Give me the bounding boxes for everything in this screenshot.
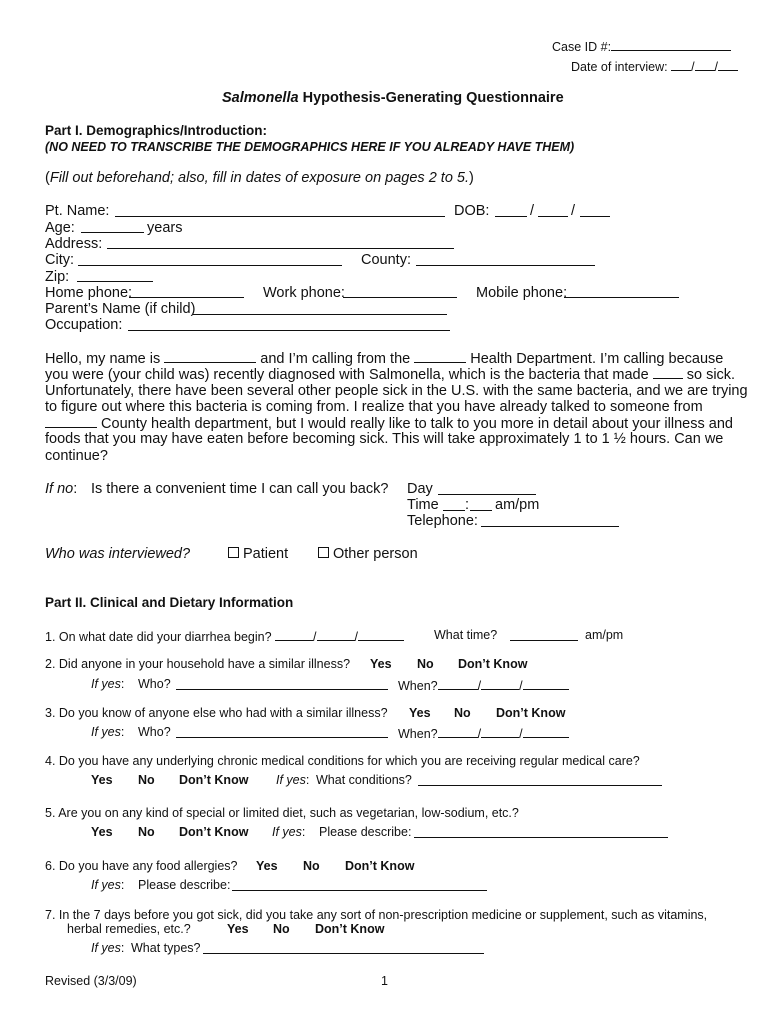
case-id-text: Case ID #:: [552, 40, 612, 54]
intro-text: you were (your child was) recently diagnosed with Salmonella, which is the bacteria that made: [45, 367, 649, 383]
q1-day-field[interactable]: [317, 628, 355, 641]
date-sep: /: [714, 60, 719, 74]
q1-text: 1. On what date did your diarrhea begin?: [45, 630, 272, 644]
intro-text: County health department, but I would really like to talk to you more in detail about your illness and: [101, 416, 733, 432]
patient-option-label: Patient: [243, 546, 289, 562]
zip-field[interactable]: [77, 281, 153, 282]
q3-when-month-field[interactable]: [438, 725, 478, 738]
city-field[interactable]: [78, 265, 342, 266]
q5-if-yes: [272, 825, 305, 839]
date-month-field[interactable]: [671, 58, 691, 71]
q4-yes[interactable]: Yes: [91, 773, 113, 787]
dob-sep: /: [571, 203, 576, 219]
time-sep: :: [465, 497, 470, 513]
age-years: years: [147, 220, 183, 236]
home-phone-label: Home phone:: [45, 285, 133, 301]
q5-text: 5. Are you on any kind of special or limited diet, such as vegetarian, low-sodium, etc.?: [45, 806, 519, 820]
q5-describe-label: Please describe:: [319, 825, 412, 839]
q4-conditions-field[interactable]: [418, 785, 662, 786]
intro-text: so sick.: [686, 367, 736, 383]
q1-time-label: What time?: [434, 628, 498, 642]
callback-day-label: Day: [407, 481, 433, 497]
q2-who-field[interactable]: [176, 689, 388, 690]
callback-time-hour-field[interactable]: [443, 510, 465, 511]
date-sep: /: [354, 630, 358, 644]
county-name-field[interactable]: [45, 415, 97, 428]
other-person-option-label: Other person: [333, 546, 418, 562]
dob-sep: /: [530, 203, 535, 219]
date-of-interview-label: Date of interview:: [571, 60, 668, 74]
dob-month-field[interactable]: [495, 216, 527, 217]
callback-time-label: Time: [407, 497, 439, 513]
age-field[interactable]: [81, 232, 144, 233]
q5-no[interactable]: No: [138, 825, 155, 839]
date-sep: /: [477, 679, 482, 693]
city-label: City:: [45, 252, 74, 268]
occupation-field[interactable]: [128, 330, 450, 331]
q7-no[interactable]: No: [273, 922, 290, 936]
mobile-phone-label: Mobile phone:: [476, 285, 568, 301]
q3-when-label: When?: [398, 727, 438, 741]
mobile-phone-field[interactable]: [564, 297, 679, 298]
zip-label: Zip:: [45, 269, 70, 285]
intro-line-6: foods that you may have eaten before becoming sick. This will take approximately 1 to 1 ½ hours. Can we: [45, 431, 724, 447]
q6-describe-label: Please describe:: [138, 878, 231, 892]
if-no-label: [45, 481, 77, 497]
date-year-field[interactable]: [718, 58, 738, 71]
interviewed-label: Who was interviewed?: [45, 546, 191, 562]
intro-line-3: Unfortunately, there have been several other people sick in the U.S. with the same bacteria, and we are trying: [45, 383, 748, 399]
q2-when: [398, 677, 569, 693]
q4-conditions-label: What conditions?: [316, 773, 412, 787]
q3-when: [398, 725, 569, 741]
callback-day-field[interactable]: [438, 494, 536, 495]
instr-paren: (: [45, 170, 50, 186]
if-yes-text: If yes: [91, 725, 121, 739]
case-id-field[interactable]: [611, 38, 731, 51]
q7-types-label: What types?: [131, 941, 201, 955]
colon: :: [120, 878, 125, 892]
pt-name-label: Pt. Name:: [45, 203, 110, 219]
q3-text: 3. Do you know of anyone else who had with a similar illness?: [45, 706, 388, 720]
q3-who-field[interactable]: [176, 737, 388, 738]
address-field[interactable]: [107, 248, 454, 249]
other-person-checkbox[interactable]: [318, 547, 329, 558]
q6-yes[interactable]: Yes: [256, 859, 278, 873]
dob-year-field[interactable]: [580, 216, 610, 217]
colon: :: [120, 725, 125, 739]
home-phone-field[interactable]: [129, 297, 244, 298]
patient-ref-field[interactable]: [653, 366, 683, 379]
revised-date: Revised (3/3/09): [45, 974, 137, 988]
q3-when-year-field[interactable]: [523, 725, 569, 738]
patient-option[interactable]: [228, 546, 288, 562]
part1-instructions: [45, 170, 474, 186]
q4-text: 4. Do you have any underlying chronic medical conditions for which you are receiving regular medical care?: [45, 754, 640, 768]
interviewer-name-field[interactable]: [164, 350, 256, 363]
q5-dont-know[interactable]: Don’t Know: [179, 825, 249, 839]
intro-text: Health Department. I’m calling because: [470, 351, 724, 367]
q6-dont-know[interactable]: Don’t Know: [345, 859, 415, 873]
q2-when-day-field[interactable]: [481, 677, 519, 690]
q2-when-label: When?: [398, 679, 438, 693]
if-no-text: If no: [45, 481, 74, 497]
intro-line-1: [45, 350, 723, 367]
colon: :: [73, 481, 78, 497]
q2-dont-know[interactable]: Don’t Know: [458, 657, 528, 671]
q2-if-yes: [91, 677, 124, 691]
colon: :: [301, 825, 306, 839]
q3-when-day-field[interactable]: [481, 725, 519, 738]
page-number: 1: [381, 974, 388, 988]
callback-ampm: am/pm: [495, 497, 540, 513]
q1: [45, 628, 404, 644]
q2-when-month-field[interactable]: [438, 677, 478, 690]
part1-heading: Part I. Demographics/Introduction:: [45, 123, 268, 138]
date-sep: /: [519, 727, 523, 741]
part2-heading: Part II. Clinical and Dietary Information: [45, 595, 294, 610]
intro-line-4: to figure out where this bacteria is coming from. I realize that you have already talked to someone from: [45, 399, 703, 415]
patient-checkbox[interactable]: [228, 547, 239, 558]
q7-yes[interactable]: Yes: [227, 922, 249, 936]
occupation-label: Occupation:: [45, 317, 123, 333]
q6-text: 6. Do you have any food allergies?: [45, 859, 238, 873]
if-yes-text: If yes: [91, 941, 121, 955]
colon: :: [120, 941, 125, 955]
q2-when-year-field[interactable]: [523, 677, 569, 690]
callback-telephone-field[interactable]: [481, 526, 619, 527]
q3-dont-know[interactable]: Don’t Know: [496, 706, 566, 720]
age-label: Age:: [45, 220, 75, 236]
q1-year-field[interactable]: [358, 628, 404, 641]
if-yes-text: If yes: [276, 773, 306, 787]
q5-yes[interactable]: Yes: [91, 825, 113, 839]
q3-no[interactable]: No: [454, 706, 471, 720]
q7-if-yes: [91, 941, 124, 955]
pt-name-field[interactable]: [115, 216, 445, 217]
work-phone-label: Work phone:: [263, 285, 345, 301]
q6-describe-field[interactable]: [232, 890, 487, 891]
other-person-option[interactable]: [318, 546, 418, 562]
parent-name-label: Parent’s Name (if child): [45, 301, 196, 317]
q2-who-label: Who?: [138, 677, 171, 691]
health-dept-field[interactable]: [414, 350, 466, 363]
dob-day-field[interactable]: [538, 216, 568, 217]
date-of-interview: [571, 58, 738, 74]
date-sep: /: [313, 630, 317, 644]
q1-ampm: am/pm: [585, 628, 624, 642]
intro-text: Hello, my name is: [45, 351, 161, 367]
date-sep: /: [477, 727, 482, 741]
address-label: Address:: [45, 236, 103, 252]
q1-month-field[interactable]: [275, 628, 313, 641]
instr-paren: ): [469, 170, 474, 186]
q7-types-field[interactable]: [203, 953, 484, 954]
callback-question: Is there a convenient time I can call you back?: [91, 481, 389, 497]
case-id-label: [552, 38, 731, 54]
q4-if-yes: [276, 773, 309, 787]
if-yes-text: If yes: [91, 677, 121, 691]
if-yes-text: If yes: [91, 878, 121, 892]
title-rest: Hypothesis-Generating Questionnaire: [298, 90, 564, 106]
intro-line-5: [45, 415, 733, 432]
q5-describe-field[interactable]: [414, 837, 668, 838]
instr-text: Fill out beforehand; also, fill in dates of exposure on pages 2 to 5.: [49, 170, 469, 186]
q2-yes[interactable]: Yes: [370, 657, 392, 671]
date-sep: /: [519, 679, 523, 693]
q3-who-label: Who?: [138, 725, 171, 739]
page-title: [222, 90, 564, 106]
date-day-field[interactable]: [695, 58, 715, 71]
q7-text-2: herbal remedies, etc.?: [67, 922, 191, 936]
q6-if-yes: [91, 878, 124, 892]
q2-no[interactable]: No: [417, 657, 434, 671]
callback-time-min-field[interactable]: [470, 510, 492, 511]
parent-name-field[interactable]: [193, 314, 447, 315]
date-sep: /: [691, 60, 695, 74]
title-italic: Salmonella: [222, 90, 299, 106]
q3-if-yes: [91, 725, 124, 739]
q6-no[interactable]: No: [303, 859, 320, 873]
q1-time-field[interactable]: [510, 640, 578, 641]
intro-line-7: continue?: [45, 448, 108, 464]
colon: :: [120, 677, 125, 691]
intro-text: and I’m calling from the: [260, 351, 411, 367]
if-yes-text: If yes: [272, 825, 302, 839]
intro-line-2: [45, 366, 735, 383]
dob-label: DOB:: [454, 203, 490, 219]
q7-dont-know[interactable]: Don’t Know: [315, 922, 385, 936]
q4-no[interactable]: No: [138, 773, 155, 787]
part1-note: (NO NEED TO TRANSCRIBE THE DEMOGRAPHICS HERE IF YOU ALREADY HAVE THEM): [45, 140, 575, 154]
callback-telephone-label: Telephone:: [407, 513, 478, 529]
county-label: County:: [361, 252, 411, 268]
county-field[interactable]: [416, 265, 595, 266]
colon: :: [305, 773, 310, 787]
q2-text: 2. Did anyone in your household have a similar illness?: [45, 657, 351, 671]
q4-dont-know[interactable]: Don’t Know: [179, 773, 249, 787]
q3-yes[interactable]: Yes: [409, 706, 431, 720]
q7-text-1: 7. In the 7 days before you got sick, did you take any sort of non-prescription medicine or supplement, such as vitamins,: [45, 908, 708, 922]
work-phone-field[interactable]: [343, 297, 457, 298]
